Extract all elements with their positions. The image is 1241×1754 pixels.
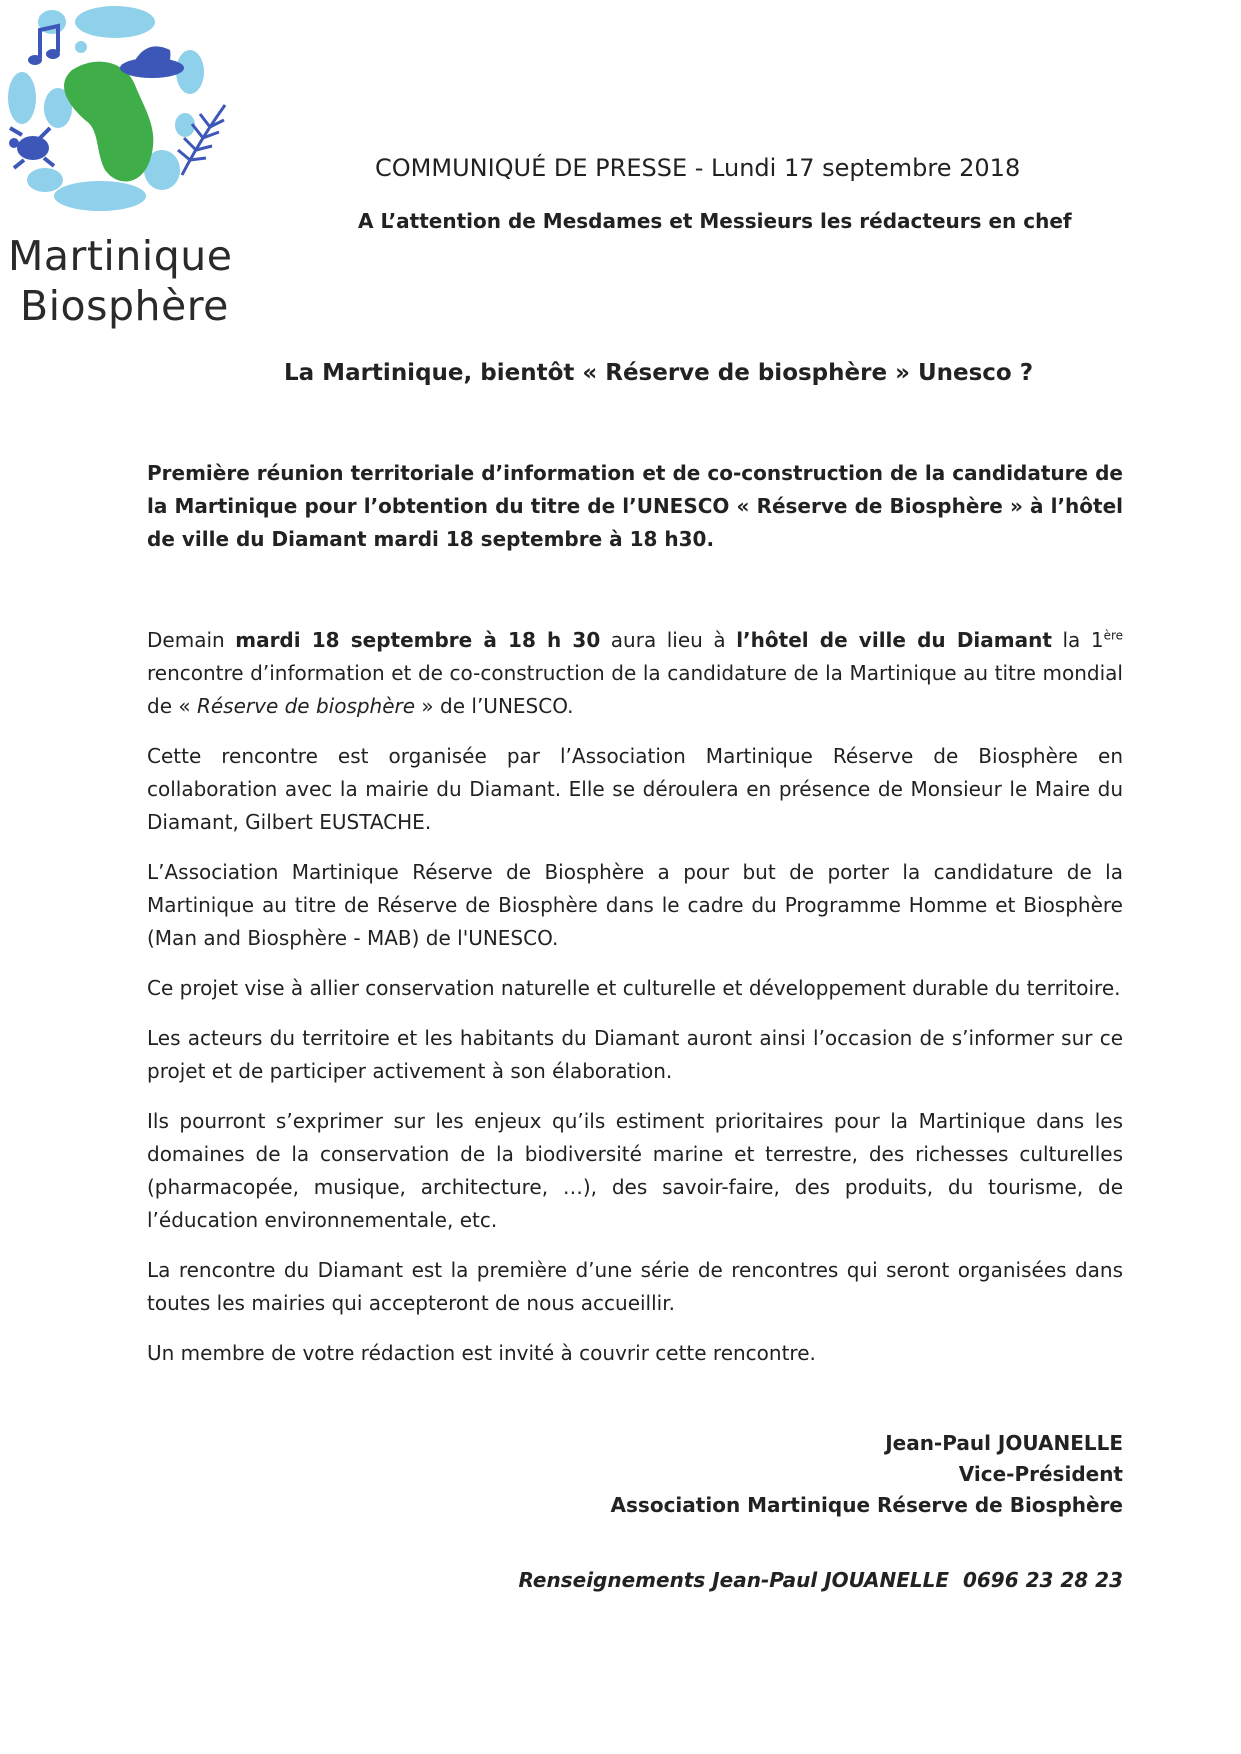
hat-crown	[132, 46, 170, 68]
press-release-date: COMMUNIQUÉ DE PRESSE - Lundi 17 septembre 2018	[375, 154, 1021, 182]
music-note-head	[46, 49, 60, 59]
logo-blob	[8, 72, 36, 124]
main-body	[147, 624, 1123, 1387]
text-run: la 1	[1051, 628, 1104, 652]
signature-role: Vice-Président	[958, 1462, 1123, 1486]
logo-text-line2: Biosphère	[20, 282, 229, 330]
island-shape	[64, 62, 153, 182]
document-title: La Martinique, bientôt « Réserve de biosphère » Unesco ?	[284, 360, 1034, 386]
logo-blob	[27, 168, 63, 192]
paragraph-6: Ils pourront s’exprimer sur les enjeux qu’ils estiment prioritaires pour la Martinique dans les domaines de la conservation de la biodiversité marine et terrestre, des richesses culturelles (pharmacopée, musique, architecture, …), des savoir-faire, des produits, du tourisme, de l’éducation environnementale, etc.	[147, 1109, 1123, 1232]
italic-term: Réserve de biosphère	[196, 694, 416, 718]
contact-info: Renseignements Jean-Paul JOUANELLE 0696 23 28 23	[518, 1568, 1123, 1592]
signature-name: Jean-Paul JOUANELLE	[885, 1431, 1123, 1455]
paragraph-2: Cette rencontre est organisée par l’Association Martinique Réserve de Biosphère en collaboration avec la mairie du Diamant. Elle se déroulera en présence de Monsieur le Maire du Diamant, Gilbert EUSTACHE.	[147, 744, 1123, 834]
text-run: » de l’UNESCO.	[415, 694, 574, 718]
text-run: aura lieu à	[600, 628, 737, 652]
paragraph-1	[147, 624, 1123, 723]
paragraph-4: Ce projet vise à allier conservation naturelle et culturelle et développement durable du territoire.	[147, 976, 1121, 1000]
logo-blob	[75, 6, 155, 38]
paragraph-3: L’Association Martinique Réserve de Biosphère a pour but de porter la candidature de la Martinique au titre de Réserve de Biosphère dans le cadre du Programme Homme et Biosphère (Man and Biosphère - MAB) de l'UNESCO.	[147, 860, 1123, 950]
superscript: ère	[1103, 628, 1123, 643]
lead-paragraph: Première réunion territoriale d’information et de co-construction de la candidature de la Martinique pour l’obtention du titre de l’UNESCO « Réserve de Biosphère » à l’hôtel de ville du Diamant mardi 18 septembre à 18 h30.	[147, 461, 1123, 551]
signature-block	[611, 1428, 1123, 1521]
bold-venue: l’hôtel de ville du Diamant	[736, 628, 1052, 652]
turtle-head	[9, 138, 19, 148]
text-run: rencontre d’information et de co-construction de la candidature de la Martinique au titre mondial de «	[147, 661, 1123, 718]
logo	[0, 0, 240, 340]
bold-date: mardi 18 septembre à 18 h 30	[235, 628, 601, 652]
attention-line: A L’attention de Mesdames et Messieurs les rédacteurs en chef	[358, 209, 1072, 233]
logo-text-line1: Martinique	[8, 232, 233, 280]
paragraph-8: Un membre de votre rédaction est invité à couvrir cette rencontre.	[147, 1341, 816, 1365]
turtle-icon	[17, 136, 49, 160]
logo-blob	[54, 181, 146, 211]
logo-emblem	[0, 0, 240, 230]
paragraph-5: Les acteurs du territoire et les habitants du Diamant auront ainsi l’occasion de s’informer sur ce projet et de participer activement à son élaboration.	[147, 1026, 1123, 1083]
logo-dot	[75, 41, 87, 53]
signature-org: Association Martinique Réserve de Biosphère	[610, 1493, 1123, 1517]
music-note-head	[28, 55, 42, 65]
text-run: Demain	[147, 628, 236, 652]
paragraph-7: La rencontre du Diamant est la première d’une série de rencontres qui seront organisées dans toutes les mairies qui accepteront de nous accueillir.	[147, 1258, 1123, 1315]
